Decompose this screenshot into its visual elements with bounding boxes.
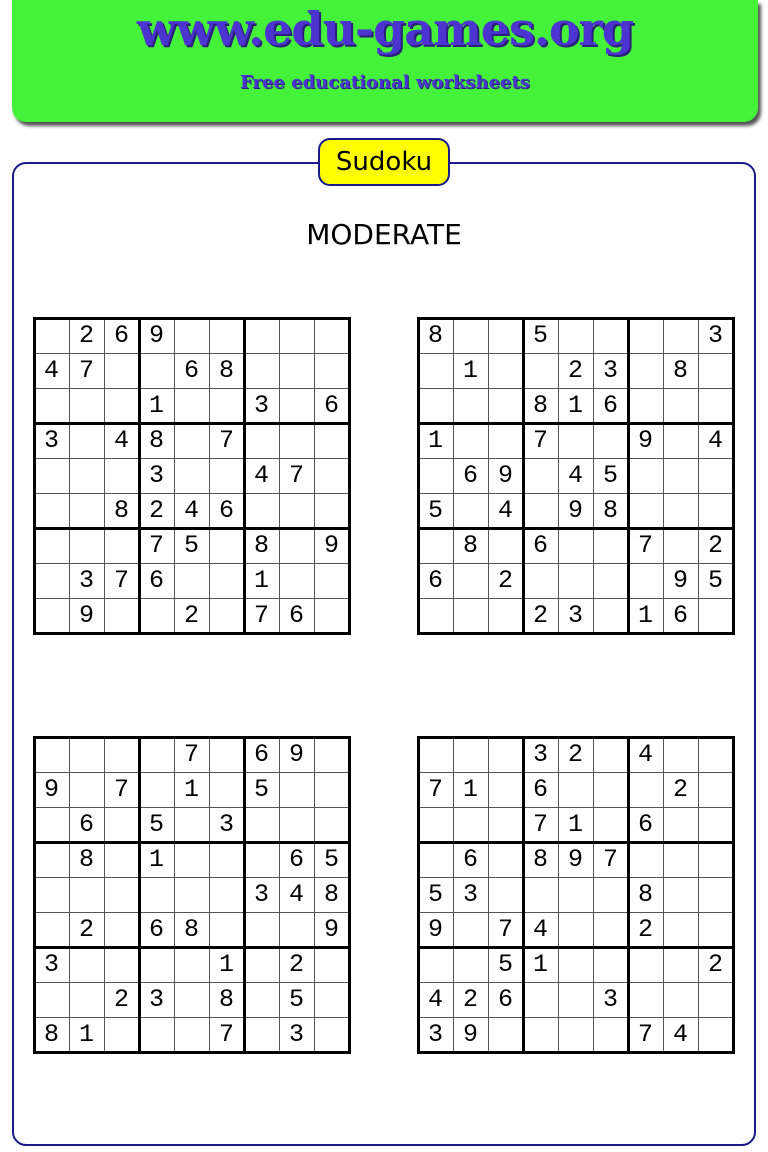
sudoku-row: 39 74 — [428, 1020, 744, 1049]
sudoku-row: 3 1 2 — [44, 950, 360, 979]
sudoku-row: 75 8 9 — [44, 531, 360, 560]
sudoku-row: 71 6 2 — [428, 775, 744, 804]
sudoku-row: 6 5 3 — [44, 810, 360, 839]
sudoku-grid-1 — [33, 317, 360, 635]
sudoku-grid-3 — [33, 736, 360, 1054]
sudoku-row: 9 2 76 — [44, 601, 360, 630]
site-header-banner — [12, 0, 758, 122]
sudoku-grid-2 — [417, 317, 744, 635]
sudoku-row: 6 897 — [428, 845, 744, 874]
sudoku-row: 32 4 — [428, 740, 744, 769]
sudoku-row: 9 74 2 — [428, 915, 744, 944]
sudoku-row: 8 6 7 2 — [428, 531, 744, 560]
sudoku-row: 1 3 6 — [44, 391, 360, 420]
sudoku-row: 426 3 — [428, 985, 744, 1014]
sudoku-row: 69 45 — [428, 461, 744, 490]
sudoku-grid-4 — [417, 736, 744, 1054]
sudoku-row: 7 69 — [44, 740, 360, 769]
sudoku-row: 23 16 — [428, 601, 744, 630]
sudoku-row: 8 1 65 — [44, 845, 360, 874]
site-title[interactable]: www.edu-games.org — [136, 2, 634, 56]
sudoku-row: 51 2 — [428, 950, 744, 979]
sudoku-row: 3 47 — [44, 461, 360, 490]
sudoku-row: 9 7 1 5 — [44, 775, 360, 804]
sudoku-row: 81 7 3 — [44, 1020, 360, 1049]
sudoku-row: 3 48 7 — [44, 426, 360, 455]
sudoku-row: 376 1 — [44, 566, 360, 595]
difficulty-heading: MODERATE — [306, 218, 462, 251]
sudoku-row: 1 7 9 4 — [428, 426, 744, 455]
site-subtitle: Free educational worksheets — [240, 72, 530, 93]
sudoku-row: 8 5 3 — [428, 321, 744, 350]
sudoku-row: 23 8 5 — [44, 985, 360, 1014]
sudoku-row: 1 23 8 — [428, 356, 744, 385]
sudoku-row: 5 4 98 — [428, 496, 744, 525]
sudoku-row: 47 68 — [44, 356, 360, 385]
sudoku-row: 53 8 — [428, 880, 744, 909]
sudoku-row: 71 6 — [428, 810, 744, 839]
worksheet-type-badge: Sudoku — [318, 138, 450, 186]
sudoku-row: 2 68 9 — [44, 915, 360, 944]
sudoku-row: 348 — [44, 880, 360, 909]
sudoku-row: 8246 — [44, 496, 360, 525]
sudoku-row: 816 — [428, 391, 744, 420]
sudoku-row: 6 2 95 — [428, 566, 744, 595]
sudoku-row: 269 — [44, 321, 360, 350]
